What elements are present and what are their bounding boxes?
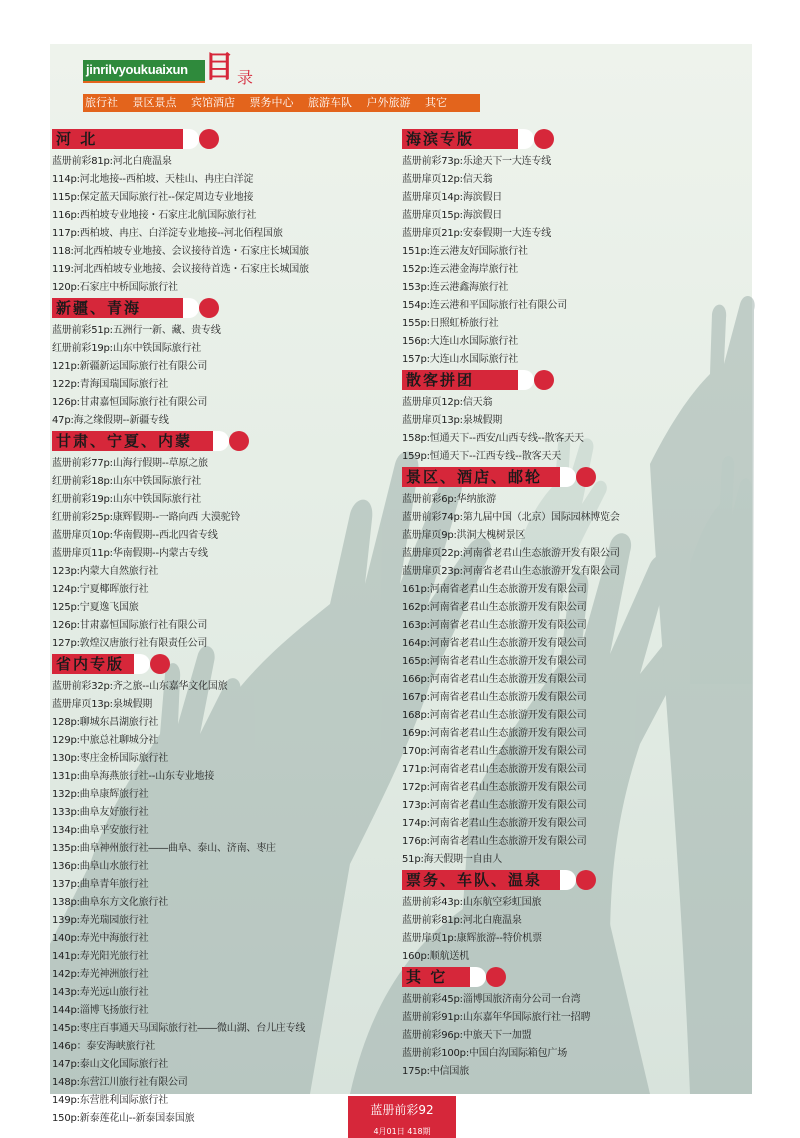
list-item[interactable]: 蓝册扉页22p:河南省老君山生态旅游开发有限公司 bbox=[402, 548, 620, 559]
list-item[interactable]: 129p:中旅总社聊城分社 bbox=[52, 735, 159, 746]
left-section-header bbox=[52, 298, 352, 318]
list-item[interactable]: 122p:青海国瑞国际旅行社 bbox=[52, 379, 169, 390]
section-title: 其 它 bbox=[402, 967, 472, 987]
list-item[interactable]: 156p:大连山水国际旅行社 bbox=[402, 336, 519, 347]
left-section-list bbox=[52, 678, 352, 1128]
right-section-header bbox=[402, 967, 702, 987]
list-item[interactable]: 134p:曲阜平安旅行社 bbox=[52, 825, 149, 836]
left-section-list bbox=[52, 153, 352, 297]
list-item[interactable]: 155p:日照虹桥旅行社 bbox=[402, 318, 499, 329]
list-item[interactable]: 139p:寿光瑞园旅行社 bbox=[52, 915, 149, 926]
page-title-second-char: 录 bbox=[237, 68, 254, 87]
list-item[interactable]: 118:河北西柏坡专业地接、会议接待首选・石家庄长城国旅 bbox=[52, 246, 309, 257]
section-cap-shape bbox=[183, 298, 199, 318]
list-item[interactable]: 蓝册扉页9p:洪洞大槐树景区 bbox=[402, 530, 526, 541]
left-section-header bbox=[52, 431, 352, 451]
list-item[interactable]: 131p:曲阜海燕旅行社--山东专业地接 bbox=[52, 771, 215, 782]
list-item[interactable]: 蓝册前彩100p:中国白沟国际箱包广场 bbox=[402, 1048, 568, 1059]
list-item[interactable]: 115p:保定蓝天国际旅行社--保定周边专业地接 bbox=[52, 192, 254, 203]
list-item[interactable]: 168p:河南省老君山生态旅游开发有限公司 bbox=[402, 710, 587, 721]
list-item[interactable]: 119:河北西柏坡专业地接、会议接待首选・石家庄长城国旅 bbox=[52, 264, 309, 275]
list-item[interactable]: 162p:河南省老君山生态旅游开发有限公司 bbox=[402, 602, 587, 613]
section-cap-shape bbox=[470, 967, 486, 987]
section-dot-icon bbox=[150, 654, 170, 674]
category-other[interactable]: 其它 bbox=[425, 96, 447, 109]
list-item[interactable]: 蓝册前彩74p:第九届中国（北京）国际园林博览会 bbox=[402, 512, 620, 523]
category-ticketing[interactable]: 票务中心 bbox=[249, 96, 294, 109]
section-title: 河 北 bbox=[52, 129, 185, 149]
right-section-list bbox=[402, 491, 702, 869]
list-item[interactable]: 135p:曲阜神州旅行社――曲阜、泰山、济南、枣庄 bbox=[52, 843, 276, 854]
section-dot-icon bbox=[576, 467, 596, 487]
list-item[interactable]: 121p:新疆新运国际旅行社有限公司 bbox=[52, 361, 208, 372]
category-outdoor[interactable]: 户外旅游 bbox=[366, 96, 411, 109]
right-section-list bbox=[402, 894, 702, 966]
list-item[interactable]: 166p:河南省老君山生态旅游开发有限公司 bbox=[402, 674, 587, 685]
left-section-header bbox=[52, 654, 352, 674]
list-item[interactable]: 151p:连云港友好国际旅行社 bbox=[402, 246, 528, 257]
logo-badge: jinrilvyoukuaixun bbox=[83, 60, 205, 83]
list-item[interactable]: 148p:东营江川旅行社有限公司 bbox=[52, 1077, 188, 1088]
section-dot-icon bbox=[199, 129, 219, 149]
section-title: 票务、车队、温泉 bbox=[402, 870, 562, 890]
list-item[interactable]: 蓝册前彩51p:五洲行一新、藏、贵专线 bbox=[52, 325, 221, 336]
list-item[interactable]: 132p:曲阜康辉旅行社 bbox=[52, 789, 149, 800]
list-item[interactable]: 蓝册前彩81p:河北白鹿温泉 bbox=[402, 915, 522, 926]
list-item[interactable]: 159p:恒通天下--江西专线--散客天天 bbox=[402, 451, 562, 462]
list-item[interactable]: 蓝册扉页1p:康辉旅游--特价机票 bbox=[402, 933, 542, 944]
list-item[interactable]: 146p：泰安海峡旅行社 bbox=[52, 1041, 156, 1052]
page-title-main-char: 目 bbox=[204, 50, 234, 85]
list-item[interactable]: 蓝册扉页23p:河南省老君山生态旅游开发有限公司 bbox=[402, 566, 620, 577]
left-section-header bbox=[52, 129, 352, 149]
section-cap-shape bbox=[213, 431, 229, 451]
left-column bbox=[52, 129, 352, 1129]
list-item[interactable]: 173p:河南省老君山生态旅游开发有限公司 bbox=[402, 800, 587, 811]
list-item[interactable]: 蓝册扉页14p:海滨假日 bbox=[402, 192, 503, 203]
right-section-header bbox=[402, 467, 702, 487]
list-item[interactable]: 蓝册前彩45p:淄博国旅济南分公司一台湾 bbox=[402, 994, 581, 1005]
list-item[interactable]: 蓝册前彩43p:山东航空彩虹国旅 bbox=[402, 897, 542, 908]
section-dot-icon bbox=[534, 370, 554, 390]
list-item[interactable]: 138p:曲阜东方文化旅行社 bbox=[52, 897, 169, 908]
right-section-list bbox=[402, 394, 702, 466]
category-tour-buses[interactable]: 旅游车队 bbox=[308, 96, 352, 109]
list-item[interactable]: 116p:西柏坡专业地接・石家庄北航国际旅行社 bbox=[52, 210, 257, 221]
list-item[interactable]: 蓝册扉页13p:泉城假期 bbox=[52, 699, 153, 710]
list-item[interactable]: 51p:海天假期一自由人 bbox=[402, 854, 503, 865]
list-item[interactable]: 蓝册扉页21p:安泰假期一大连专线 bbox=[402, 228, 552, 239]
section-dot-icon bbox=[576, 870, 596, 890]
list-item[interactable]: 170p:河南省老君山生态旅游开发有限公司 bbox=[402, 746, 587, 757]
list-item[interactable]: 蓝册扉页10p:华南假期--西北四省专线 bbox=[52, 530, 218, 541]
right-section-header bbox=[402, 870, 702, 890]
section-title: 甘肃、宁夏、内蒙 bbox=[52, 431, 215, 451]
list-item[interactable]: 143p:寿光远山旅行社 bbox=[52, 987, 149, 998]
footer-date: 4月01日 418期 bbox=[348, 1125, 456, 1138]
list-item[interactable]: 蓝册前彩32p:齐之旅--山东嘉华文化国旅 bbox=[52, 681, 228, 692]
list-item[interactable]: 174p:河南省老君山生态旅游开发有限公司 bbox=[402, 818, 587, 829]
list-item[interactable]: 172p:河南省老君山生态旅游开发有限公司 bbox=[402, 782, 587, 793]
section-title: 海滨专版 bbox=[402, 129, 520, 149]
category-bar bbox=[83, 94, 480, 112]
list-item[interactable]: 141p:寿光阳光旅行社 bbox=[52, 951, 149, 962]
list-item[interactable]: 蓝册扉页12p:信天翁 bbox=[402, 397, 493, 408]
list-item[interactable]: 蓝册前彩6p:华纳旅游 bbox=[402, 494, 496, 505]
section-title: 景区、酒店、邮轮 bbox=[402, 467, 562, 487]
list-item[interactable]: 蓝册前彩77p:山海行假期--草原之旅 bbox=[52, 458, 208, 469]
list-item[interactable]: 145p:枣庄百事通天马国际旅行社――微山湖、台儿庄专线 bbox=[52, 1023, 306, 1034]
list-item[interactable]: 127p:敦煌汉唐旅行社有限责任公司 bbox=[52, 638, 208, 649]
list-item[interactable]: 红册前彩19p:山东中铁国际旅行社 bbox=[52, 494, 202, 505]
section-title: 新疆、青海 bbox=[52, 298, 185, 318]
list-item[interactable]: 红册前彩25p:康辉假期--一路向西 大漠驼铃 bbox=[52, 512, 241, 523]
list-item[interactable]: 114p:河北地接--西柏坡、天桂山、冉庄白洋淀 bbox=[52, 174, 254, 185]
list-item[interactable]: 蓝册扉页15p:海滨假日 bbox=[402, 210, 503, 221]
right-column bbox=[402, 129, 702, 1082]
list-item[interactable]: 142p:寿光神洲旅行社 bbox=[52, 969, 149, 980]
right-section-header bbox=[402, 129, 702, 149]
right-section-list bbox=[402, 153, 702, 369]
list-item[interactable]: 128p:聊城东昌湖旅行社 bbox=[52, 717, 159, 728]
list-item[interactable]: 160p:顺航送机 bbox=[402, 951, 470, 962]
list-item[interactable]: 红册前彩19p:山东中铁国际旅行社 bbox=[52, 343, 202, 354]
list-item[interactable]: 47p:海之缘假期--新疆专线 bbox=[52, 415, 169, 426]
list-item[interactable]: 150p:新泰莲花山--新泰国泰国旅 bbox=[52, 1113, 195, 1124]
list-item[interactable]: 117p:西柏坡、冉庄、白洋淀专业地接--河北佰程国旅 bbox=[52, 228, 283, 239]
section-dot-icon bbox=[534, 129, 554, 149]
category-hotels[interactable]: 宾馆酒店 bbox=[191, 96, 235, 109]
list-item[interactable]: 157p:大连山水国际旅行社 bbox=[402, 354, 519, 365]
section-dot-icon bbox=[229, 431, 249, 451]
section-cap-shape bbox=[518, 370, 534, 390]
list-item[interactable]: 153p:连云港鑫海旅行社 bbox=[402, 282, 509, 293]
footer-page-label: 蓝册前彩92 bbox=[348, 1096, 456, 1125]
list-item[interactable]: 169p:河南省老君山生态旅游开发有限公司 bbox=[402, 728, 587, 739]
list-item[interactable]: 蓝册前彩81p:河北白鹿温泉 bbox=[52, 156, 172, 167]
list-item[interactable]: 蓝册前彩91p:山东嘉年华国际旅行社一招聘 bbox=[402, 1012, 591, 1023]
section-cap-shape bbox=[560, 870, 576, 890]
list-item[interactable]: 蓝册前彩96p:中旅天下一加盟 bbox=[402, 1030, 532, 1041]
list-item[interactable]: 130p:枣庄金桥国际旅行社 bbox=[52, 753, 169, 764]
list-item[interactable]: 165p:河南省老君山生态旅游开发有限公司 bbox=[402, 656, 587, 667]
list-item[interactable]: 红册前彩18p:山东中铁国际旅行社 bbox=[52, 476, 202, 487]
left-section-list bbox=[52, 455, 352, 653]
list-item[interactable]: 163p:河南省老君山生态旅游开发有限公司 bbox=[402, 620, 587, 631]
list-item[interactable]: 171p:河南省老君山生态旅游开发有限公司 bbox=[402, 764, 587, 775]
list-item[interactable]: 161p:河南省老君山生态旅游开发有限公司 bbox=[402, 584, 587, 595]
list-item[interactable]: 136p:曲阜山水旅行社 bbox=[52, 861, 149, 872]
list-item[interactable]: 蓝册前彩73p:乐途天下一大连专线 bbox=[402, 156, 552, 167]
section-title: 省内专版 bbox=[52, 654, 136, 674]
category-travel-agency[interactable]: 旅行社 bbox=[85, 96, 118, 109]
list-item[interactable]: 140p:寿光中海旅行社 bbox=[52, 933, 149, 944]
section-dot-icon bbox=[486, 967, 506, 987]
list-item[interactable]: 147p:泰山文化国际旅行社 bbox=[52, 1059, 169, 1070]
list-item[interactable]: 蓝册扉页12p:信天翁 bbox=[402, 174, 493, 185]
category-scenic-spots[interactable]: 景区景点 bbox=[132, 96, 177, 109]
list-item[interactable]: 蓝册扉页13p:泉城假期 bbox=[402, 415, 503, 426]
list-item[interactable]: 124p:宁夏椰晖旅行社 bbox=[52, 584, 149, 595]
list-item[interactable]: 175p:中信国旅 bbox=[402, 1066, 470, 1077]
section-title: 散客拼团 bbox=[402, 370, 520, 390]
list-item[interactable]: 167p:河南省老君山生态旅游开发有限公司 bbox=[402, 692, 587, 703]
list-item[interactable]: 126p:甘肃嘉恒国际旅行社有限公司 bbox=[52, 620, 208, 631]
right-section-header bbox=[402, 370, 702, 390]
list-item[interactable]: 158p:恒通天下--西安/山西专线--散客天天 bbox=[402, 433, 584, 444]
section-cap-shape bbox=[518, 129, 534, 149]
list-item[interactable]: 125p:宁夏逸飞国旅 bbox=[52, 602, 139, 613]
section-dot-icon bbox=[199, 298, 219, 318]
section-cap-shape bbox=[183, 129, 199, 149]
list-item[interactable]: 164p:河南省老君山生态旅游开发有限公司 bbox=[402, 638, 587, 649]
section-cap-shape bbox=[560, 467, 576, 487]
list-item[interactable]: 120p:石家庄中桥国际旅行社 bbox=[52, 282, 178, 293]
list-item[interactable]: 176p:河南省老君山生态旅游开发有限公司 bbox=[402, 836, 587, 847]
left-section-list bbox=[52, 322, 352, 430]
list-item[interactable]: 144p:淄博飞扬旅行社 bbox=[52, 1005, 149, 1016]
list-item[interactable]: 154p:连云港和平国际旅行社有限公司 bbox=[402, 300, 568, 311]
section-cap-shape bbox=[134, 654, 150, 674]
list-item[interactable]: 137p:曲阜青年旅行社 bbox=[52, 879, 149, 890]
list-item[interactable]: 133p:曲阜友好旅行社 bbox=[52, 807, 149, 818]
right-section-list bbox=[402, 991, 702, 1081]
list-item[interactable]: 152p:连云港金海岸旅行社 bbox=[402, 264, 519, 275]
list-item[interactable]: 149p:东营胜利国际旅行社 bbox=[52, 1095, 169, 1106]
list-item[interactable]: 蓝册扉页11p:华南假期--内蒙古专线 bbox=[52, 548, 208, 559]
list-item[interactable]: 126p:甘肃嘉恒国际旅行社有限公司 bbox=[52, 397, 208, 408]
list-item[interactable]: 123p:内蒙大自然旅行社 bbox=[52, 566, 159, 577]
